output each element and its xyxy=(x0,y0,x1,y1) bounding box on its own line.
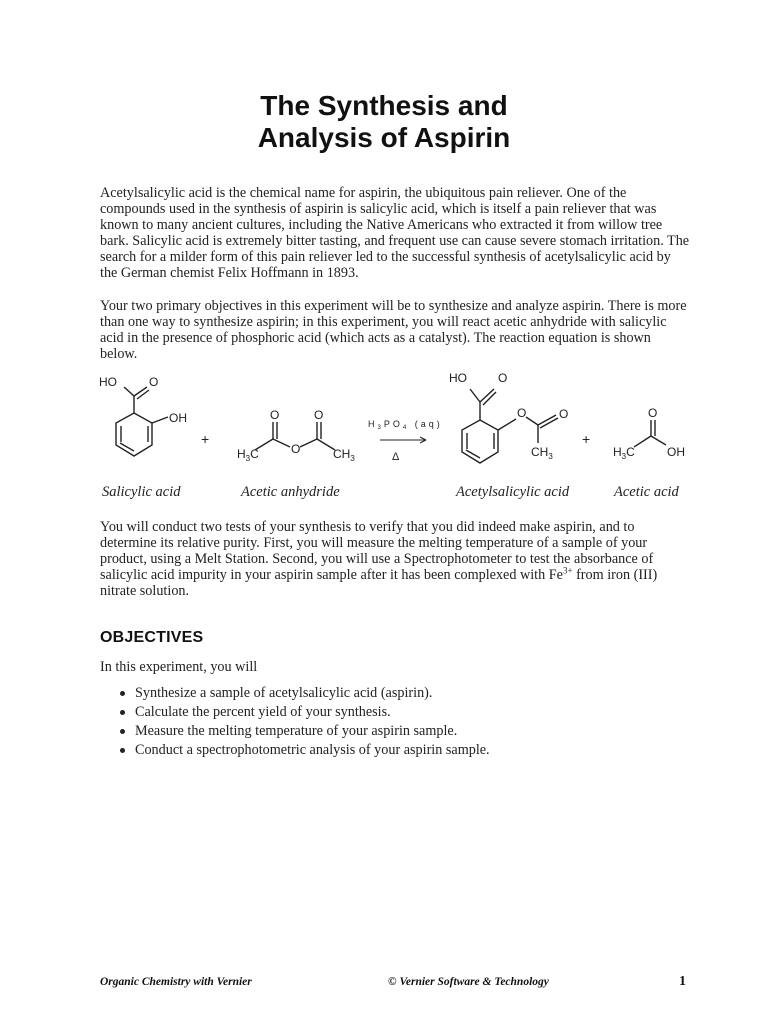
tests-paragraph xyxy=(100,519,690,599)
salicylic-o-label: O xyxy=(149,375,159,389)
page-title xyxy=(0,90,768,154)
caption-acetylsalicylic-acid: Acetylsalicylic acid xyxy=(456,484,570,500)
aspirin-carbonyl-o: O xyxy=(559,407,569,421)
anhydride-h3c-label: $H_3C$ xyxy=(237,447,259,463)
acetic-acid-h3c-label: $H_3C$ xyxy=(613,445,635,461)
title-line-1: The Synthesis and xyxy=(260,90,508,121)
aspirin-ho-label: HO xyxy=(449,371,467,385)
objective-item: Measure the melting temperature of your aspirin sample. xyxy=(118,722,490,741)
objectives-list xyxy=(118,684,490,760)
aspirin-ch3-label: $CH_3$ xyxy=(531,445,553,461)
footer-copyright: © Vernier Software & Technology xyxy=(388,976,549,988)
anhydride-o-left: O xyxy=(270,408,280,422)
footer-book-title: Organic Chemistry with Vernier xyxy=(100,976,252,988)
acetic-acid-structure xyxy=(634,420,666,447)
title-line-2: Analysis of Aspirin xyxy=(257,122,511,153)
reaction-equation xyxy=(90,365,700,477)
objectives-paragraph: Your two primary objectives in this experiment will be to synthesize and analyze aspirin. There is more than one way to synthesize aspirin; in this experiment, you will react acetic anhydride with salicylic acid in the presence of phosphoric acid (which acts as a catalyst). The reaction equation is shown below. xyxy=(100,298,687,362)
anhydride-o-bridge: O xyxy=(291,442,301,456)
acetic-acid-o-label: O xyxy=(648,406,658,420)
anhydride-o-right: O xyxy=(314,408,324,422)
salicylic-oh-label: OH xyxy=(169,411,187,425)
tests-paragraph-end: from iron (III) nitrate solution. xyxy=(100,567,658,599)
intro-paragraph: Acetylsalicylic acid is the chemical name for aspirin, the ubiquitous pain reliever. One of the compounds used in the synthesis of aspirin is salicylic acid, which is itself a pain reliever that was known to many ancient cultures, including the Native Americans who extracted it from willow tree bark. Salicylic acid is extremely bitter tasting, and frequent use can cause severe stomach irritation. The search for a milder form of this pain reliever led to the successful synthesis of acetylsalicylic acid by the German chemist Felix Hoffmann in 1893. xyxy=(100,185,690,281)
catalyst-label: $H_3PO_4$ (aq) xyxy=(368,419,443,431)
reaction-arrow xyxy=(380,437,426,443)
objective-item: Synthesize a sample of acetylsalicylic acid (aspirin). xyxy=(118,684,490,703)
tests-paragraph-text: You will conduct two tests of your synthesis to verify that you did indeed make aspirin, and to determine its relative purity. First, you will measure the melting temperature of a sample of your product, using a Melt Station. Second, you will use a Spectrophotometer to test the absorbance of salicylic acid impurity in your aspirin sample after it has been complexed with Fe xyxy=(100,519,654,583)
aspirin-o-label: O xyxy=(498,371,508,385)
salicylic-acid-structure xyxy=(116,387,168,456)
anhydride-ch3-label: $CH_3$ xyxy=(333,447,355,463)
acetic-acid-oh-label: OH xyxy=(667,445,685,459)
heat-symbol: Δ xyxy=(392,451,400,463)
plus-sign-2: + xyxy=(582,431,591,447)
aspirin-ester-o: O xyxy=(517,406,527,420)
salicylic-ho-label: HO xyxy=(99,375,117,389)
caption-acetic-acid: Acetic acid xyxy=(614,484,679,500)
objective-item: Conduct a spectrophotometric analysis of your aspirin sample. xyxy=(118,741,490,760)
caption-salicylic-acid: Salicylic acid xyxy=(102,484,181,500)
iron-charge-superscript: 3+ xyxy=(562,565,573,576)
objectives-heading: OBJECTIVES xyxy=(100,629,204,646)
objectives-intro: In this experiment, you will xyxy=(100,659,258,675)
plus-sign-1: + xyxy=(201,431,210,447)
caption-acetic-anhydride: Acetic anhydride xyxy=(241,484,340,500)
page-number: 1 xyxy=(679,974,686,989)
objective-item: Calculate the percent yield of your synthesis. xyxy=(118,703,490,722)
